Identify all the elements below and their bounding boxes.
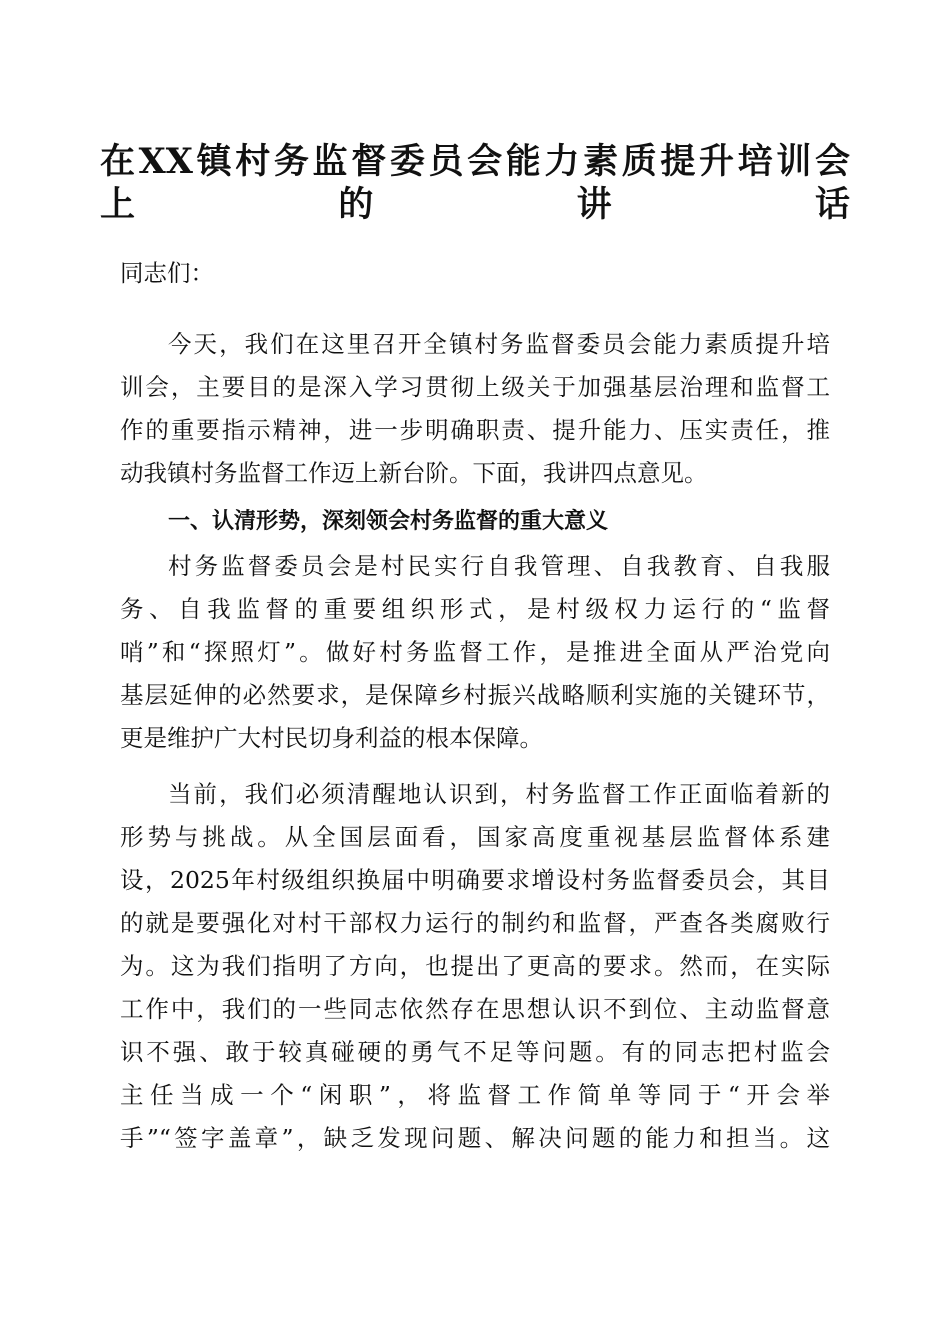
paragraph-line: 形势与挑战。从全国层面看，国家高度重视基层监督体系建 [120,823,830,851]
paragraph-line: 的就是要强化对村干部权力运行的制约和监督，严查各类腐败行 [120,909,830,937]
paragraph-line: 设，2025年村级组织换届中明确要求增设村务监督委员会，其目 [120,866,830,894]
title-line-1: 在XX镇村务监督委员会能力素质提升培训会 [100,141,850,182]
paragraph-line: 主任当成一个“闲职”，将监督工作简单等同于“开会举 [120,1081,830,1109]
paragraph-line: 为。这为我们指明了方向，也提出了更高的要求。然而，在实际 [120,952,830,980]
paragraph-intro [120,323,830,495]
paragraph-significance [120,545,830,760]
paragraph-situation [120,773,830,1160]
title-line-2: 上的讲话 [100,184,850,225]
paragraph-line: 更是维护广大村民切身利益的根本保障。 [120,724,543,752]
paragraph-line: 当前，我们必须清醒地认识到，村务监督工作正面临着新的 [168,780,830,808]
paragraph-line: 作的重要指示精神，进一步明确职责、提升能力、压实责任，推 [120,416,830,444]
paragraph-line: 识不强、敢于较真碰硬的勇气不足等问题。有的同志把村监会 [120,1038,830,1066]
paragraph-line: 今天，我们在这里召开全镇村务监督委员会能力素质提升培 [168,330,830,358]
section-heading-1 [120,500,830,543]
paragraph-line: 务、自我监督的重要组织形式，是村级权力运行的“监督 [120,595,830,623]
paragraph-line: 哨”和“探照灯”。做好村务监督工作，是推进全面从严治党向 [120,638,830,666]
section-heading-text: 一、认清形势，深刻领会村务监督的重大意义 [168,509,609,534]
paragraph-line: 村务监督委员会是村民实行自我管理、自我教育、自我服 [168,552,830,580]
paragraph-line: 训会，主要目的是深入学习贯彻上级关于加强基层治理和监督工 [120,373,830,401]
salutation-text: 同志们： [120,259,214,287]
paragraph-line: 工作中，我们的一些同志依然存在思想认识不到位、主动监督意 [120,995,830,1023]
paragraph-line: 手”“签字盖章”，缺乏发现问题、解决问题的能力和担当。这 [120,1124,830,1152]
salutation [120,252,830,295]
paragraph-line: 基层延伸的必然要求，是保障乡村振兴战略顺利实施的关键环节， [120,681,830,709]
document-title [100,136,850,225]
paragraph-line: 动我镇村务监督工作迈上新台阶。下面，我讲四点意见。 [120,459,708,487]
